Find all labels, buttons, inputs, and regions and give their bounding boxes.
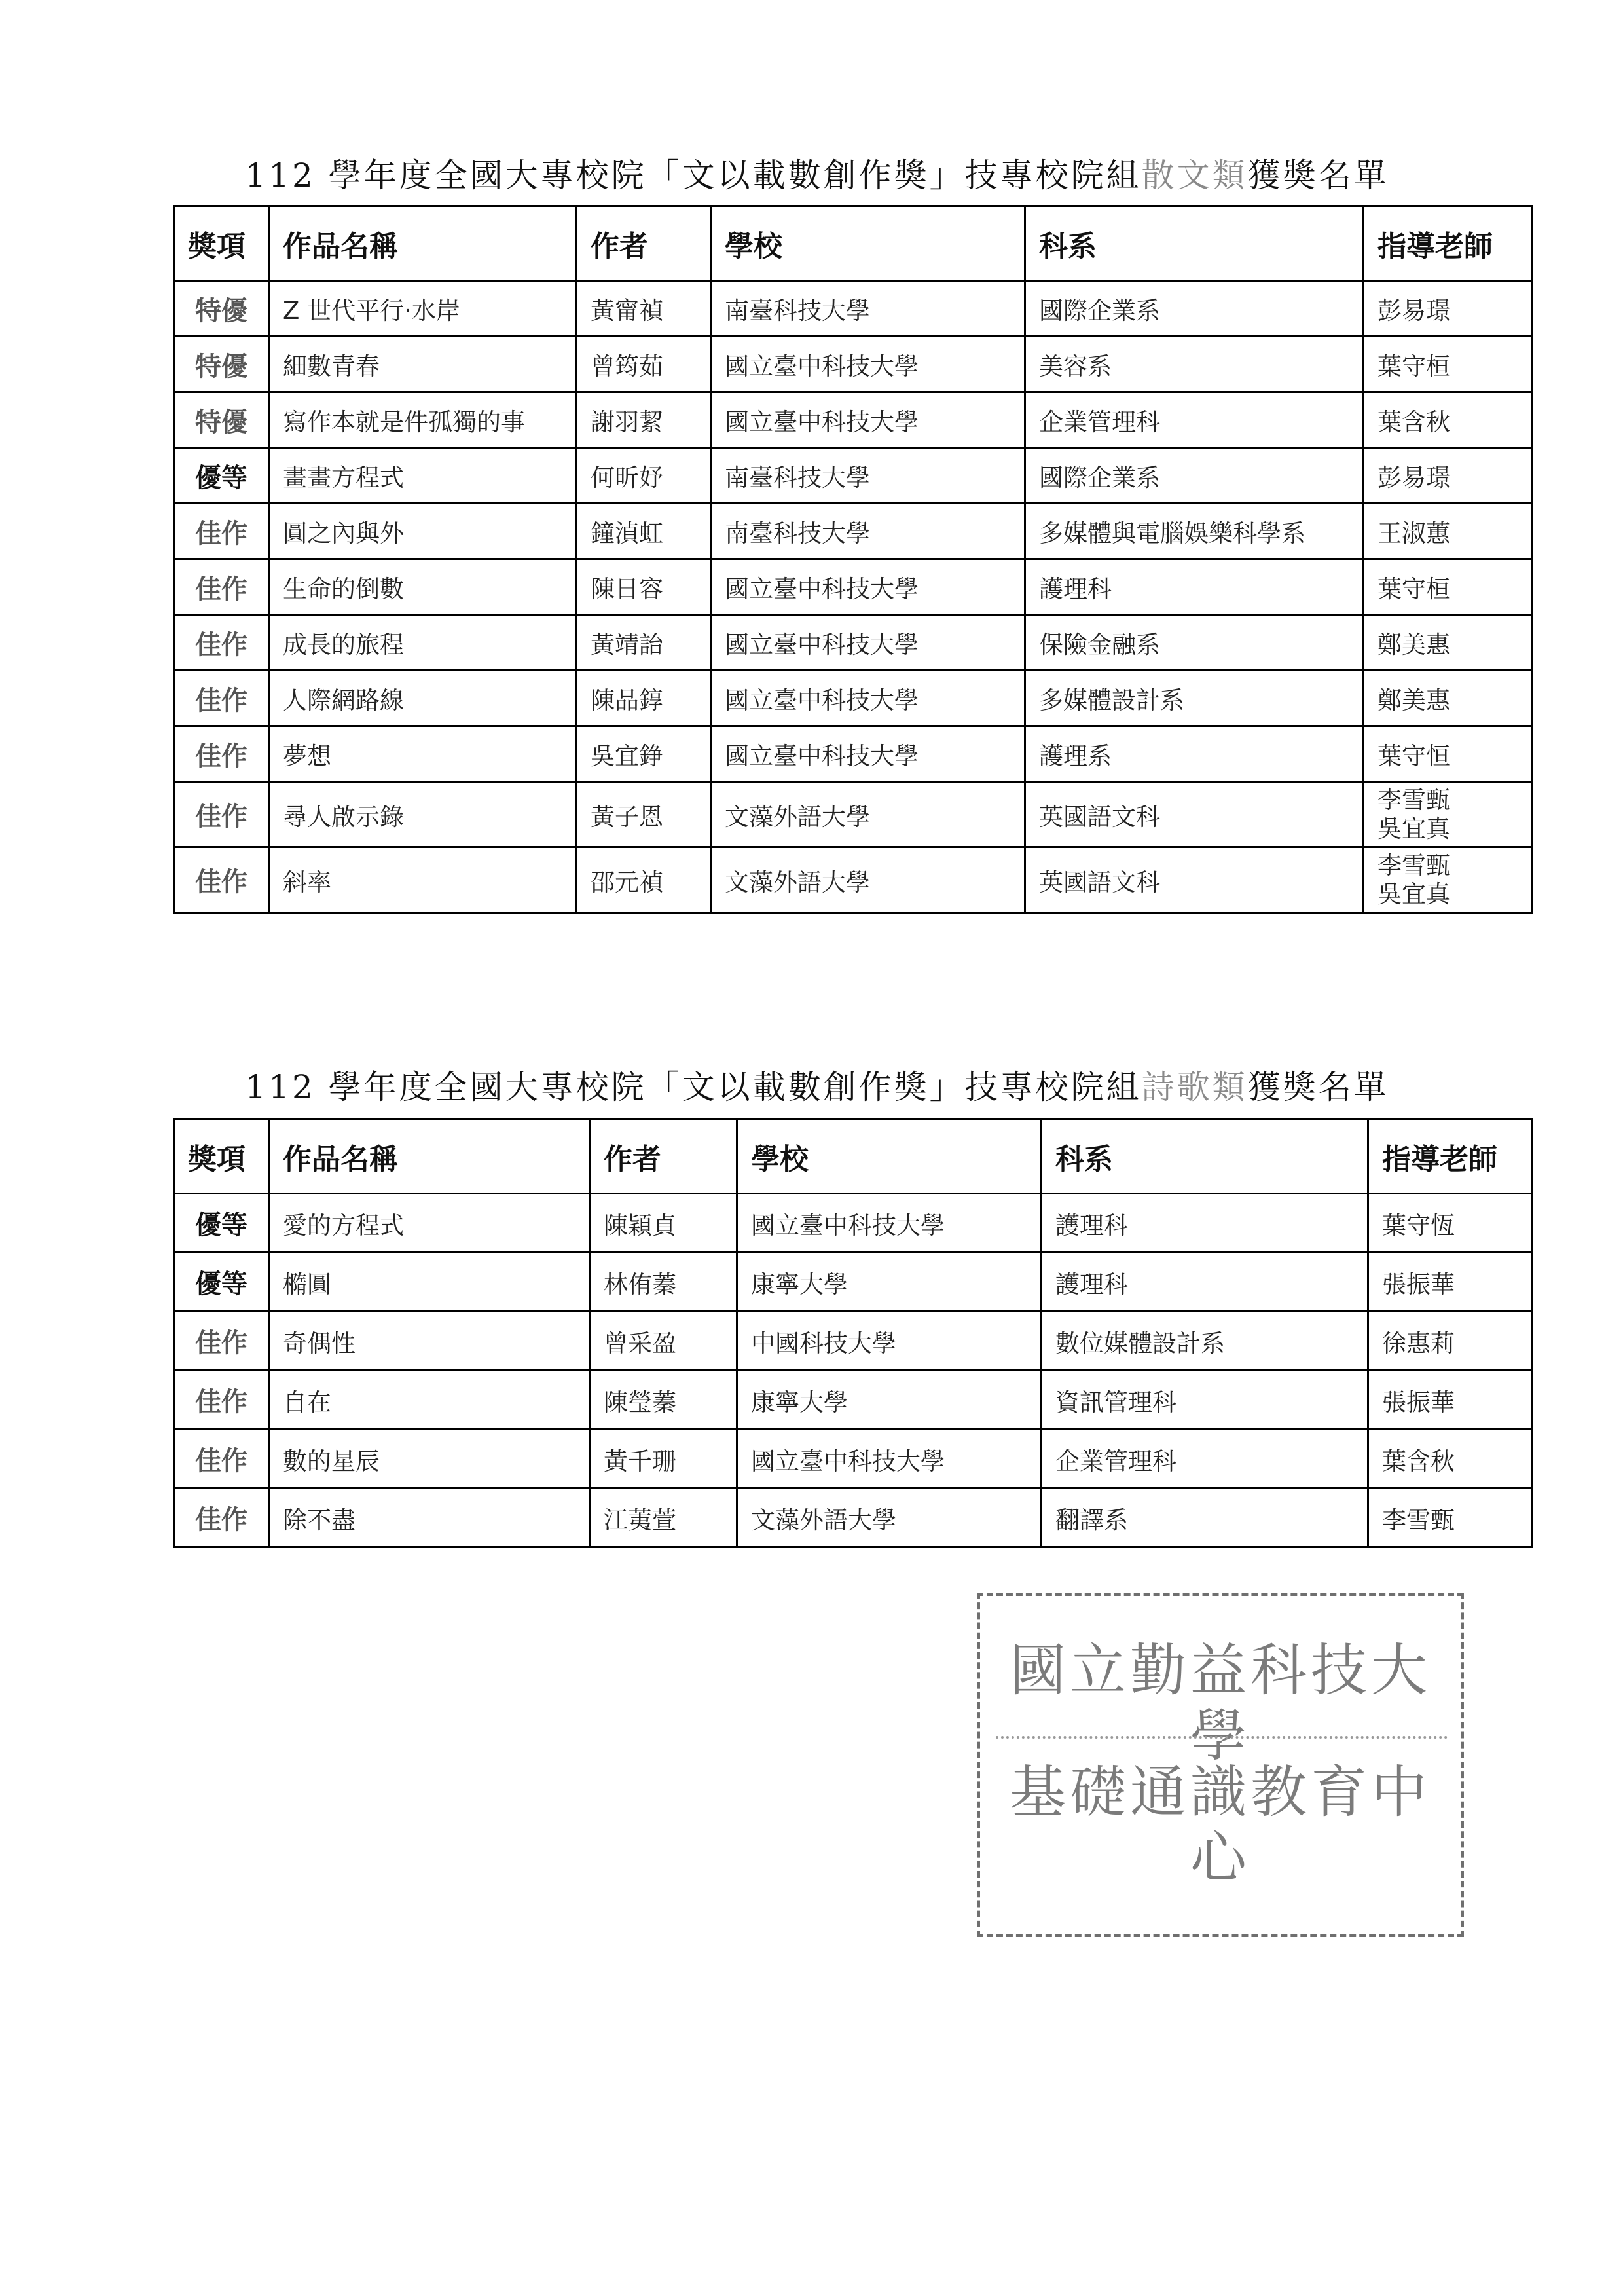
advisor-cell: 彭易璟 [1364,281,1532,337]
table-row [174,1489,1532,1547]
author-cell: 黃甯禎 [577,281,711,337]
table-row [174,1253,1532,1312]
header-work-title: 作品名稱 [269,1119,590,1194]
header-work-title: 作品名稱 [269,206,577,281]
award-cell: 佳作 [174,1430,269,1489]
work-title-cell: 圓之內與外 [269,504,577,559]
header-author: 作者 [590,1119,737,1194]
advisor-cell: 葉守恆 [1368,1194,1532,1253]
school-cell: 國立臺中科技大學 [737,1194,1042,1253]
advisor-name: 李雪甄 [1377,785,1450,814]
table-row [174,392,1532,448]
school-cell: 康寧大學 [737,1253,1042,1312]
table-header-row [174,206,1532,281]
work-title-cell: 奇偶性 [269,1312,590,1371]
school-cell: 國立臺中科技大學 [711,392,1025,448]
department-cell: 翻譯系 [1042,1489,1368,1547]
table-header-row [174,1119,1532,1194]
work-title-cell: 除不盡 [269,1489,590,1547]
author-cell: 陳品錞 [577,671,711,726]
work-title-cell: 數的星辰 [269,1430,590,1489]
school-cell: 南臺科技大學 [711,448,1025,504]
section-1-title-category: 散文類 [1141,157,1248,194]
table-row [174,337,1532,392]
school-cell: 國立臺中科技大學 [711,337,1025,392]
table-row [174,726,1532,782]
school-cell: 國立臺中科技大學 [711,671,1025,726]
author-cell: 曾筠茹 [577,337,711,392]
author-cell: 黃靖詒 [577,615,711,671]
work-title-cell: 成長的旅程 [269,615,577,671]
advisor-name: 吳宜真 [1377,814,1450,843]
advisor-cell [1364,782,1532,847]
award-cell: 佳作 [174,1371,269,1430]
school-cell: 南臺科技大學 [711,504,1025,559]
header-department: 科系 [1025,206,1364,281]
author-cell: 鐘湞虹 [577,504,711,559]
award-cell: 佳作 [174,726,269,782]
award-cell: 特優 [174,337,269,392]
author-cell: 黃子恩 [577,782,711,847]
prose-awards-table [173,205,1533,914]
department-cell: 多媒體設計系 [1025,671,1364,726]
department-cell: 英國語文科 [1025,782,1364,847]
department-cell: 保險金融系 [1025,615,1364,671]
award-cell: 佳作 [174,1312,269,1371]
section-1-title [175,156,1459,195]
department-cell: 護理科 [1042,1194,1368,1253]
author-cell: 陳穎貞 [590,1194,737,1253]
table-row [174,559,1532,615]
department-cell: 企業管理科 [1025,392,1364,448]
award-cell: 特優 [174,281,269,337]
table-row [174,1371,1532,1430]
school-cell: 文藻外語大學 [711,847,1025,913]
poetry-awards-table [173,1118,1533,1548]
table-row [174,847,1532,913]
author-cell: 何昕妤 [577,448,711,504]
author-cell: 邵元禎 [577,847,711,913]
department-cell: 數位媒體設計系 [1042,1312,1368,1371]
work-title-cell: Z 世代平行·水岸 [269,281,577,337]
work-title-cell: 人際網路線 [269,671,577,726]
advisor-cell: 葉含秋 [1364,392,1532,448]
advisor-cell: 葉守恒 [1364,726,1532,782]
table-row [174,281,1532,337]
advisor-cell: 葉守桓 [1364,559,1532,615]
advisor-name: 吳宜真 [1377,880,1450,908]
header-author: 作者 [577,206,711,281]
award-cell: 特優 [174,392,269,448]
award-cell: 佳作 [174,504,269,559]
work-title-cell: 夢想 [269,726,577,782]
table-row [174,615,1532,671]
advisor-cell: 鄭美惠 [1364,615,1532,671]
department-cell: 國際企業系 [1025,448,1364,504]
department-cell: 護理科 [1042,1253,1368,1312]
section-2-title [175,1067,1459,1107]
award-cell: 佳作 [174,1489,269,1547]
work-title-cell: 寫作本就是件孤獨的事 [269,392,577,448]
seal-line-2: 基礎通識教育中心 [1010,1760,1431,1891]
department-cell: 國際企業系 [1025,281,1364,337]
school-cell: 國立臺中科技大學 [711,559,1025,615]
school-cell: 國立臺中科技大學 [711,615,1025,671]
author-cell: 陳瑩蓁 [590,1371,737,1430]
award-cell: 優等 [174,448,269,504]
department-cell: 美容系 [1025,337,1364,392]
official-seal-stamp [977,1593,1464,1937]
advisor-cell: 彭易璟 [1364,448,1532,504]
department-cell: 護理系 [1025,726,1364,782]
award-cell: 優等 [174,1194,269,1253]
department-cell: 護理科 [1025,559,1364,615]
school-cell: 文藻外語大學 [711,782,1025,847]
section-2-title-prefix: 112 學年度全國大專校院「文以載數創作獎」技專校院組 [245,1068,1142,1106]
author-cell: 陳日容 [577,559,711,615]
advisor-cell: 葉守桓 [1364,337,1532,392]
school-cell: 國立臺中科技大學 [737,1430,1042,1489]
table-row [174,671,1532,726]
seal-line-1: 國立勤益科技大學 [1010,1638,1431,1769]
award-cell: 佳作 [174,671,269,726]
school-cell: 南臺科技大學 [711,281,1025,337]
award-cell: 佳作 [174,559,269,615]
school-cell: 文藻外語大學 [737,1489,1042,1547]
author-cell: 謝羽絜 [577,392,711,448]
table-row [174,1312,1532,1371]
section-1-title-prefix: 112 學年度全國大專校院「文以載數創作獎」技專校院組 [245,157,1142,194]
advisor-cell: 葉含秋 [1368,1430,1532,1489]
header-department: 科系 [1042,1119,1368,1194]
work-title-cell: 生命的倒數 [269,559,577,615]
school-cell: 中國科技大學 [737,1312,1042,1371]
section-2-title-category: 詩歌類 [1141,1068,1248,1106]
advisor-cell: 王淑蕙 [1364,504,1532,559]
table-row [174,782,1532,847]
table-row [174,1430,1532,1489]
header-school: 學校 [737,1119,1042,1194]
department-cell: 資訊管理科 [1042,1371,1368,1430]
school-cell: 國立臺中科技大學 [711,726,1025,782]
award-cell: 佳作 [174,782,269,847]
advisor-cell [1364,847,1532,913]
header-advisor: 指導老師 [1364,206,1532,281]
section-2-title-suffix: 獲獎名單 [1247,1068,1389,1106]
work-title-cell: 細數青春 [269,337,577,392]
advisor-cell: 張振華 [1368,1371,1532,1430]
table-row [174,504,1532,559]
author-cell: 黃千珊 [590,1430,737,1489]
advisor-cell: 張振華 [1368,1253,1532,1312]
seal-divider [996,1736,1448,1740]
author-cell: 曾采盈 [590,1312,737,1371]
work-title-cell: 尋人啟示錄 [269,782,577,847]
author-cell: 江荑萱 [590,1489,737,1547]
table-row [174,448,1532,504]
header-award: 獎項 [174,1119,269,1194]
work-title-cell: 自在 [269,1371,590,1430]
advisor-cell: 鄭美惠 [1364,671,1532,726]
advisor-cell: 李雪甄 [1368,1489,1532,1547]
header-advisor: 指導老師 [1368,1119,1532,1194]
work-title-cell: 斜率 [269,847,577,913]
work-title-cell: 橢圓 [269,1253,590,1312]
department-cell: 多媒體與電腦娛樂科學系 [1025,504,1364,559]
header-award: 獎項 [174,206,269,281]
work-title-cell: 愛的方程式 [269,1194,590,1253]
advisor-cell: 徐惠莉 [1368,1312,1532,1371]
advisor-name: 李雪甄 [1377,851,1450,880]
award-cell: 優等 [174,1253,269,1312]
award-cell: 佳作 [174,847,269,913]
school-cell: 康寧大學 [737,1371,1042,1430]
header-school: 學校 [711,206,1025,281]
author-cell: 林侑蓁 [590,1253,737,1312]
work-title-cell: 畫畫方程式 [269,448,577,504]
table-row [174,1194,1532,1253]
section-1-title-suffix: 獲獎名單 [1247,157,1389,194]
author-cell: 吳宜錚 [577,726,711,782]
award-cell: 佳作 [174,615,269,671]
department-cell: 企業管理科 [1042,1430,1368,1489]
department-cell: 英國語文科 [1025,847,1364,913]
